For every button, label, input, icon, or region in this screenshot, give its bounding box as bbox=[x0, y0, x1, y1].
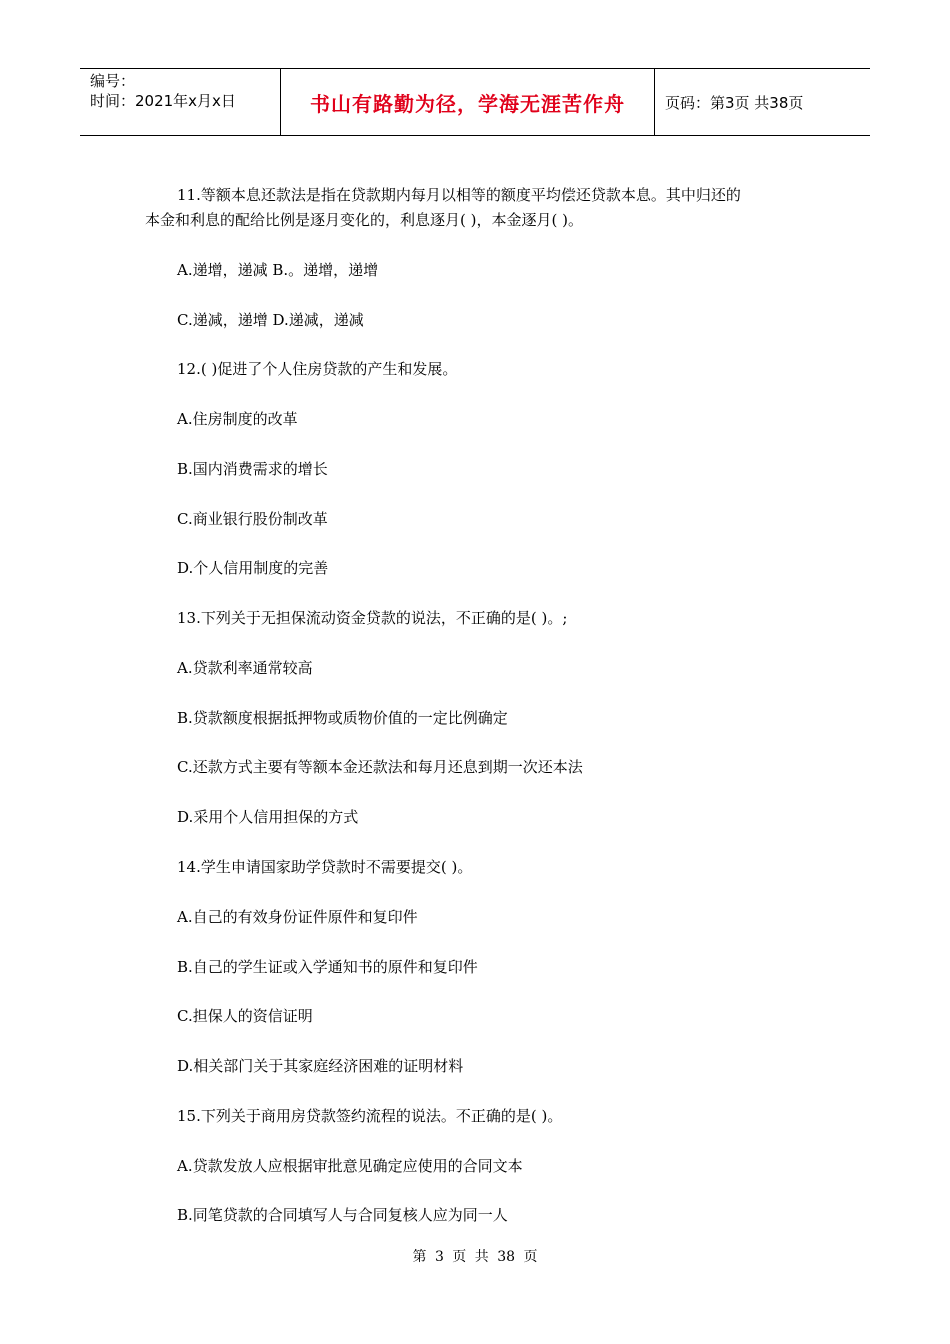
option-line: A.贷款发放人应根据审批意见确定应使用的合同文本 bbox=[177, 1157, 523, 1175]
option-line: D.个人信用制度的完善 bbox=[177, 559, 329, 577]
question-15: 15.下列关于商用房贷款签约流程的说法。不正确的是( )。 bbox=[177, 1107, 563, 1125]
header-page-info: 页码：第3页 共38页 bbox=[665, 93, 804, 112]
question-14: 14.学生申请国家助学贷款时不需要提交( )。 bbox=[177, 858, 473, 876]
question-12: 12.( )促进了个人住房贷款的产生和发展。 bbox=[177, 360, 458, 378]
option-line: A.递增，递减 B.。递增，递增 bbox=[177, 261, 379, 279]
option-line: B.自己的学生证或入学通知书的原件和复印件 bbox=[177, 958, 478, 976]
option-line: D.采用个人信用担保的方式 bbox=[177, 808, 359, 826]
option-line: C.商业银行股份制改革 bbox=[177, 510, 328, 528]
option-line: C.担保人的资信证明 bbox=[177, 1007, 313, 1025]
number-label: 编号： bbox=[90, 72, 136, 90]
page-header bbox=[80, 68, 870, 136]
option-line: B.同笔贷款的合同填写人与合同复核人应为同一人 bbox=[177, 1206, 508, 1224]
option-line: C.还款方式主要有等额本金还款法和每月还息到期一次还本法 bbox=[177, 758, 583, 776]
page-footer: 第 3 页 共 38 页 bbox=[412, 1249, 538, 1265]
question-11-line-2: 本金和利息的配给比例是逐月变化的，利息逐月( )，本金逐月( )。 bbox=[145, 211, 583, 229]
question-13: 13.下列关于无担保流动资金贷款的说法，不正确的是( )。; bbox=[177, 609, 568, 627]
option-line: B.贷款额度根据抵押物或质物价值的一定比例确定 bbox=[177, 709, 508, 727]
question-11-line-1: 11.等额本息还款法是指在贷款期内每月以相等的额度平均偿还贷款本息。其中归还的 bbox=[177, 186, 741, 204]
header-motto: 书山有路勤为径，学海无涯苦作舟 bbox=[281, 69, 655, 135]
option-line: A.贷款利率通常较高 bbox=[177, 659, 313, 677]
option-line: C.递减，递增 D.递减，递减 bbox=[177, 311, 364, 329]
option-line: A.自己的有效身份证件原件和复印件 bbox=[177, 908, 418, 926]
option-line: B.国内消费需求的增长 bbox=[177, 460, 328, 478]
option-line: A.住房制度的改革 bbox=[177, 410, 298, 428]
time-label: 时间：2021年x月x日 bbox=[90, 92, 236, 110]
header-meta bbox=[80, 69, 281, 135]
option-line: D.相关部门关于其家庭经济困难的证明材料 bbox=[177, 1057, 464, 1075]
